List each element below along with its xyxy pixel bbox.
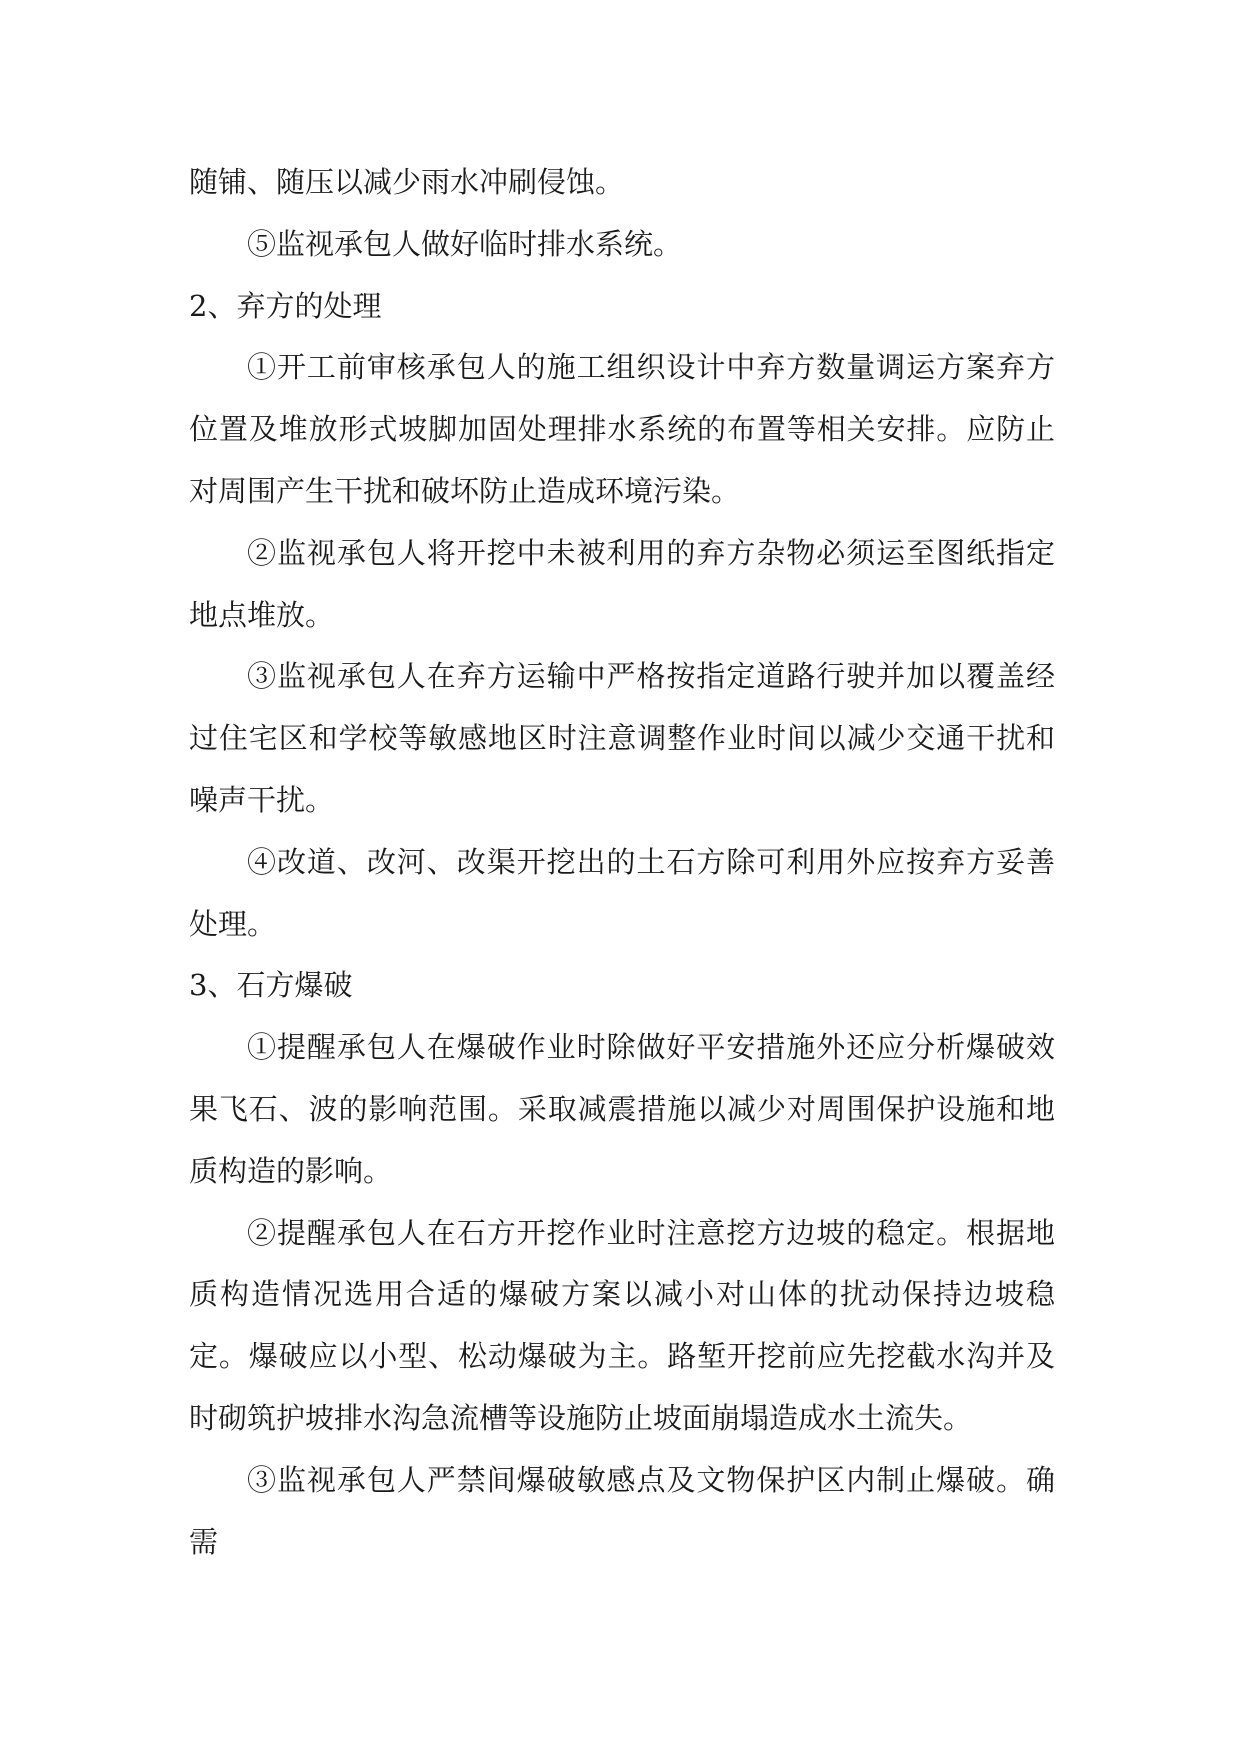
paragraph-item-1: ①开工前审核承包人的施工组织设计中弃方数量调运方案弃方位置及堆放形式坡脚加固处理排水系统的布置等相关安排。应防止对周围产生干扰和破坏防止造成环境污染。 [189,350,1055,508]
paragraph-continuation: 随铺、随压以减少雨水冲刷侵蚀。 [189,165,625,199]
paragraph-item-4: ④改道、改河、改渠开挖出的土石方除可利用外应按弃方妥善处理。 [189,844,1055,941]
paragraph-blasting-item-3: ③监视承包人严禁间爆破敏感点及文物保护区内制止爆破。确需 [189,1462,1055,1559]
paragraph-item-2: ②监视承包人将开挖中未被利用的弃方杂物必须运至图纸指定地点堆放。 [189,535,1055,632]
section-heading-rock-blasting: 3、石方爆破 [189,968,353,1003]
document-body [189,152,1055,1573]
section-heading-spoil-handling: 2、弃方的处理 [189,288,382,323]
paragraph-item-3: ③监视承包人在弃方运输中严格按指定道路行驶并加以覆盖经过住宅区和学校等敏感地区时注意调整作业时间以减少交通干扰和噪声干扰。 [189,659,1055,817]
paragraph-blasting-item-1: ①提醒承包人在爆破作业时除做好平安措施外还应分析爆破效果飞石、波的影响范围。采取减震措施以减少对周围保护设施和地质构造的影响。 [189,1030,1055,1188]
paragraph-blasting-item-2: ②提醒承包人在石方开挖作业时注意挖方边坡的稳定。根据地质构造情况选用合适的爆破方案以减小对山体的扰动保持边坡稳定。爆破应以小型、松动爆破为主。路堑开挖前应先挖截水沟并及时砌筑护坡排水沟急流槽等设施防止坡面崩塌造成水土流失。 [189,1215,1055,1435]
paragraph-item-5: ⑤监视承包人做好临时排水系统。 [247,226,683,261]
